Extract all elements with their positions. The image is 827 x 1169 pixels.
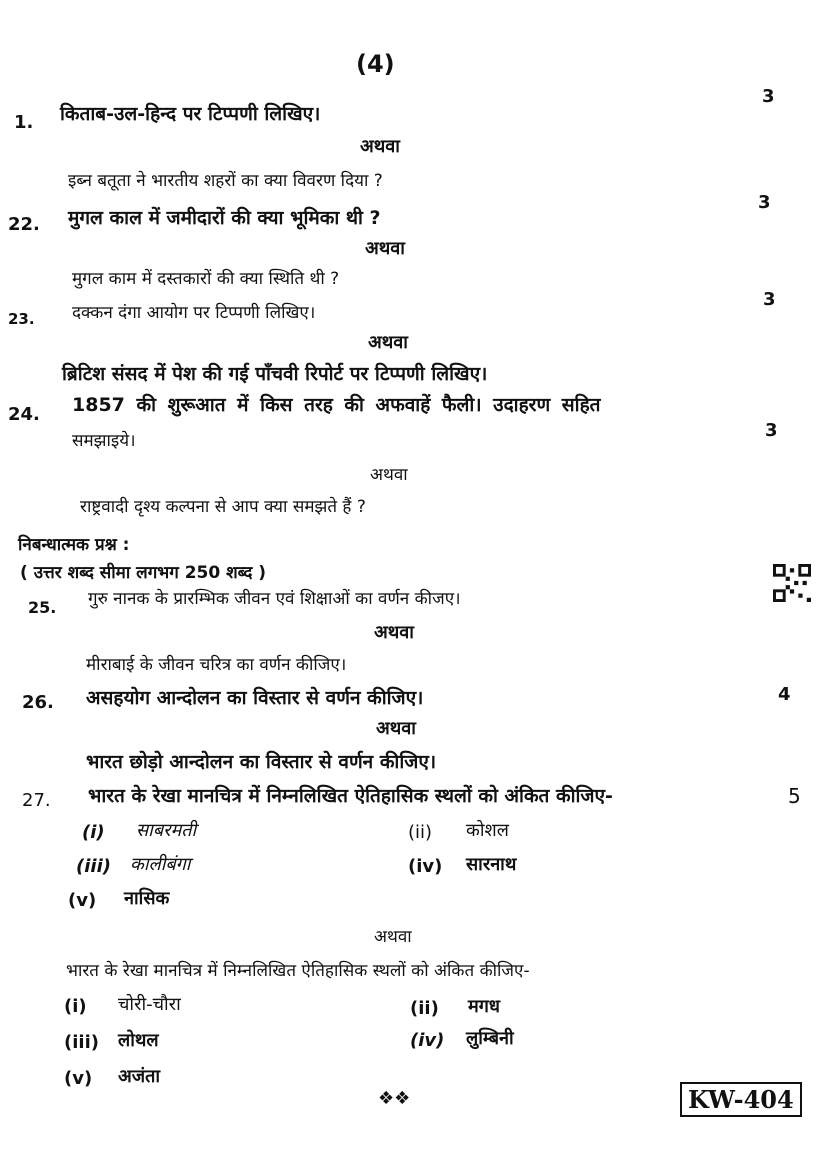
place-number: (i) [64, 996, 87, 1017]
question-text-continued: समझाइये। [72, 431, 136, 451]
place-number: (ii) [410, 998, 439, 1019]
question-marks: 5 [788, 784, 801, 808]
place-name: मगध [468, 996, 500, 1017]
qr-code [773, 564, 811, 602]
question-text: असहयोग आन्दोलन का विस्तार से वर्णन कीजिए। [86, 687, 424, 709]
question-text: गुरु नानक के प्रारम्भिक जीवन एवं शिक्षाओं का वर्णन कीजए। [88, 589, 461, 609]
question-number: 22. [8, 214, 40, 235]
place-name: नासिक [124, 888, 170, 909]
place-number: (iii) [64, 1032, 99, 1053]
place-number: (iv) [408, 856, 443, 877]
alternative-question: भारत छोड़ो आन्दोलन का विस्तार से वर्णन कीजिए। [86, 751, 437, 773]
place-number: (iv) [410, 1030, 445, 1051]
place-name: सारनाथ [466, 854, 517, 875]
or-label: अथवा [376, 718, 416, 739]
question-marks: 3 [758, 192, 771, 213]
place-number: (v) [64, 1068, 93, 1089]
place-name: लोथल [118, 1030, 159, 1051]
page-number: (4) [356, 50, 395, 78]
question-text: 1857 की शुरूआत में किस तरह की अफवाहें फैली। उदाहरण सहित [72, 394, 601, 416]
alternative-question: ब्रिटिश संसद में पेश की गई पाँचवी रिपोर्ट पर टिप्पणी लिखिए। [62, 363, 488, 385]
question-marks: 3 [762, 86, 775, 107]
question-number: 24. [8, 404, 40, 425]
alternative-question: इब्न बतूता ने भारतीय शहरों का क्या विवरण दिया ? [68, 171, 383, 191]
alternative-question: राष्ट्रवादी दृश्य कल्पना से आप क्या समझते हैं ? [80, 497, 366, 517]
question-marks: 3 [765, 420, 778, 441]
place-name: साबरमती [136, 820, 197, 841]
place-number: (v) [68, 890, 97, 911]
question-text: भारत के रेखा मानचित्र में निम्नलिखित ऐतिहासिक स्थलों को अंकित कीजिए- [88, 785, 613, 807]
question-number: 26. [22, 692, 54, 713]
question-number: 1. [14, 112, 34, 133]
place-name: चोरी-चौरा [118, 994, 181, 1015]
question-marks: 4 [778, 684, 791, 705]
question-marks: 3 [763, 289, 776, 310]
footer-ornament: ❖❖ [378, 1088, 411, 1109]
question-text: दक्कन दंगा आयोग पर टिप्पणी लिखिए। [72, 303, 316, 323]
place-number: (i) [82, 822, 105, 843]
place-name: अजंता [118, 1066, 161, 1087]
alternative-question: मीराबाई के जीवन चरित्र का वर्णन कीजिए। [86, 655, 347, 675]
or-label: अथवा [368, 332, 408, 353]
question-text: मुगल काल में जमीदारों की क्या भूमिका थी ? [68, 207, 381, 229]
alternative-question: भारत के रेखा मानचित्र में निम्नलिखित ऐतिहासिक स्थलों को अंकित कीजिए- [66, 961, 530, 981]
place-number: (iii) [76, 856, 111, 877]
word-limit: ( उत्तर शब्द सीमा लगभग 250 शब्द ) [20, 563, 267, 583]
question-text: किताब-उल-हिन्द पर टिप्पणी लिखिए। [60, 103, 321, 125]
paper-code: KW-404 [680, 1082, 802, 1117]
question-number: 25. [28, 598, 57, 617]
place-name: कोशल [466, 820, 509, 841]
or-label: अथवा [365, 238, 405, 259]
question-number: 27. [22, 790, 51, 811]
or-label: अथवा [360, 136, 400, 157]
question-number: 23. [8, 310, 35, 328]
place-name: कालीबंगा [130, 854, 191, 875]
or-label: अथवा [370, 465, 408, 485]
section-title: निबन्धात्मक प्रश्न : [18, 535, 130, 555]
or-label: अथवा [374, 622, 414, 643]
place-name: लुम्बिनी [466, 1028, 514, 1049]
alternative-question: मुगल काम में दस्तकारों की क्या स्थिति थी ? [72, 269, 340, 289]
or-label: अथवा [374, 927, 412, 947]
place-number: (ii) [408, 822, 433, 843]
